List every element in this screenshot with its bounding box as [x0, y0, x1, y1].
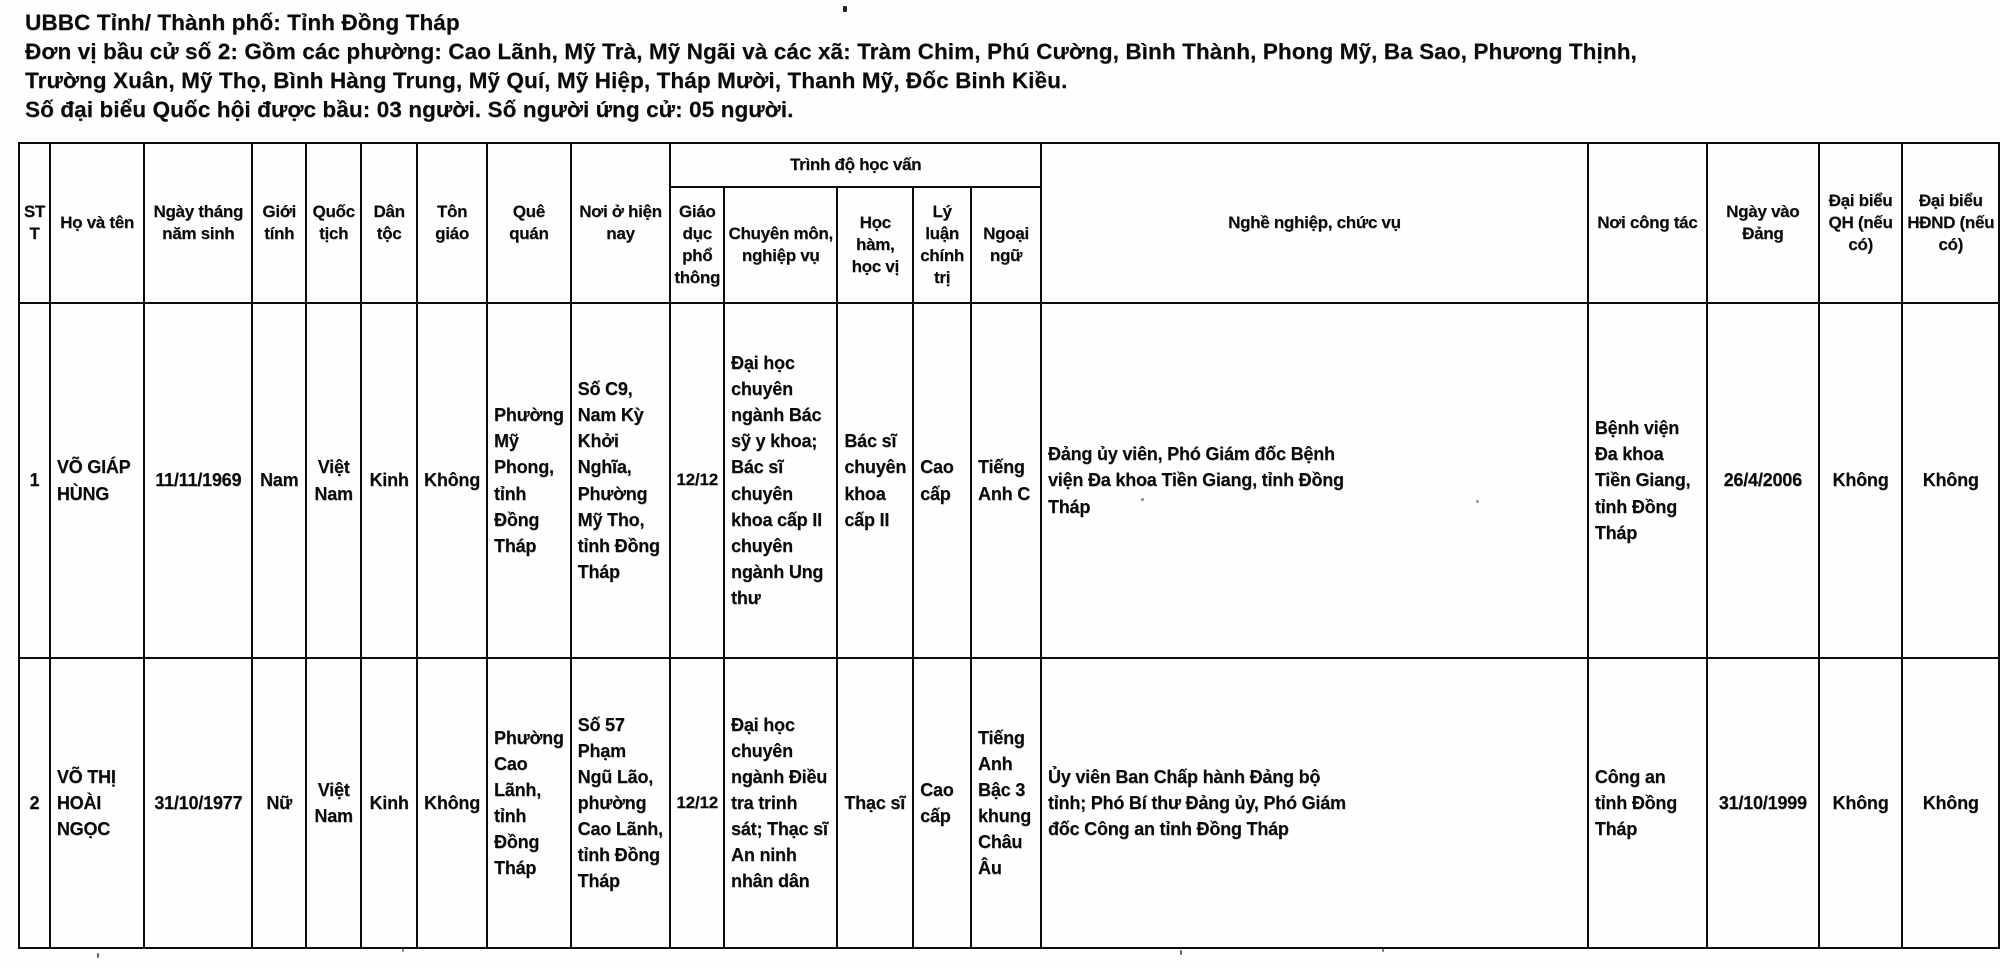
doc-header-ubbc-line: UBBC Tỉnh/ Thành phố: Tỉnh Đồng Tháp [25, 10, 460, 35]
col-header-ton-giao: Tôn giáo [417, 143, 487, 303]
cell-quoc-tich: Việt Nam [306, 303, 361, 658]
cell-ngoai-ngu: Tiếng Anh C [971, 303, 1041, 658]
doc-header-unit-line-continued: Trường Xuân, Mỹ Thọ, Bình Hàng Trung, Mỹ Quí, Mỹ Hiệp, Tháp Mười, Thanh Mỹ, Đốc Binh Kiều. [25, 68, 1068, 93]
cell-hoc-ham-hoc-vi: Bác sĩ chuyên khoa cấp II [837, 303, 913, 658]
cell-ngoai-ngu: Tiếng Anh Bậc 3 khung Châu Âu [971, 658, 1041, 948]
cell-quoc-tich: Việt Nam [306, 658, 361, 948]
col-header-chuyen-mon-nghiep-vu: Chuyên môn, nghiệp vụ [724, 187, 837, 303]
cell-noi-cong-tac-text: Bệnh viện Đa khoa Tiền Giang, tỉnh Đồng Tháp [1594, 418, 1691, 543]
col-header-ly-luan-chinh-tri: Lý luận chính trị [913, 187, 971, 303]
candidate-row-2 [19, 658, 1999, 948]
cell-ly-luan-chinh-tri: Cao cấp [913, 303, 971, 658]
cell-dan-toc: Kinh [361, 658, 417, 948]
scan-noise-dot [843, 6, 847, 12]
col-header-hoc-ham-hoc-vi: Học hàm, học vị [837, 187, 913, 303]
col-header-noi-cong-tac: Nơi công tác [1588, 143, 1707, 303]
col-header-dan-toc: Dân tộc [361, 143, 417, 303]
cell-dai-bieu-qh: Không [1819, 658, 1903, 948]
cell-chuyen-mon-nghiep-vu: Đại học chuyên ngành Điều tra trinh sát; Thạc sĩ An ninh nhân dân [724, 658, 837, 948]
col-header-nghe-nghiep-chuc-vu: Nghề nghiệp, chức vụ [1041, 143, 1588, 303]
cell-ngay-thang-nam-sinh: 31/10/1977 [144, 658, 252, 948]
scan-noise-dot [402, 948, 404, 952]
cell-hoc-ham-hoc-vi: Thạc sĩ [837, 658, 913, 948]
cell-gioi-tinh: Nam [252, 303, 306, 658]
col-header-ngay-vao-dang: Ngày vào Đảng [1707, 143, 1819, 303]
cell-stt: 1 [19, 303, 50, 658]
cell-noi-cong-tac [1588, 303, 1707, 658]
cell-dai-bieu-hdnd: Không [1902, 658, 1999, 948]
cell-que-quan: Phường Mỹ Phong, tỉnh Đồng Tháp [487, 303, 571, 658]
cell-dan-toc: Kinh [361, 303, 417, 658]
cell-nghe-nghiep-chuc-vu [1041, 658, 1588, 948]
col-header-dai-bieu-qh: Đại biểu QH (nếu có) [1819, 143, 1903, 303]
col-header-que-quan: Quê quán [487, 143, 571, 303]
doc-header-unit-line: Đơn vị bầu cử số 2: Gồm các phường: Cao Lãnh, Mỹ Trà, Mỹ Ngãi và các xã: Tràm Chim, Phú Cường, Bình Thành, Phong Mỹ, Ba Sao, Phương Thịnh, [25, 39, 1637, 64]
col-header-noi-o-hien-nay: Nơi ở hiện nay [571, 143, 671, 303]
cell-nghe-nghiep-chuc-vu-text: Ủy viên Ban Chấp hành Đảng bộ tỉnh; Phó Bí thư Đảng ủy, Phó Giám đốc Công an tỉnh Đồng Tháp [1047, 766, 1346, 840]
scan-noise-dot [1180, 950, 1182, 955]
cell-noi-cong-tac [1588, 658, 1707, 948]
cell-ngay-vao-dang: 31/10/1999 [1707, 658, 1819, 948]
cell-noi-cong-tac-text: Công an tỉnh Đồng Tháp [1594, 766, 1677, 840]
cell-ton-giao: Không [417, 303, 487, 658]
cell-que-quan: Phường Cao Lãnh, tỉnh Đồng Tháp [487, 658, 571, 948]
cell-chuyen-mon-nghiep-vu: Đại học chuyên ngành Bác sỹ y khoa; Bác sĩ chuyên khoa cấp II chuyên ngành Ung thư [724, 303, 837, 658]
col-header-ngay-thang-nam-sinh: Ngày tháng năm sinh [144, 143, 252, 303]
scan-noise-dot [1476, 500, 1479, 503]
cell-noi-o-hien-nay: Số C9, Nam Kỳ Khởi Nghĩa, Phường Mỹ Tho, tỉnh Đồng Tháp [571, 303, 671, 658]
cell-ton-giao: Không [417, 658, 487, 948]
doc-header [25, 8, 1637, 124]
cell-giao-duc-pho-thong: 12/12 [670, 303, 724, 658]
cell-gioi-tinh: Nữ [252, 658, 306, 948]
cell-nghe-nghiep-chuc-vu-text: Đảng ủy viên, Phó Giám đốc Bệnh viện Đa khoa Tiền Giang, tỉnh Đồng Tháp [1047, 444, 1344, 517]
cell-nghe-nghiep-chuc-vu [1041, 303, 1588, 658]
table-body [19, 303, 1999, 948]
col-header-stt: STT [19, 143, 50, 303]
cell-giao-duc-pho-thong: 12/12 [670, 658, 724, 948]
cell-ngay-thang-nam-sinh: 11/11/1969 [144, 303, 252, 658]
col-header-dai-bieu-hdnd: Đại biểu HĐND (nếu có) [1902, 143, 1999, 303]
col-header-ho-va-ten: Họ và tên [50, 143, 144, 303]
cell-ho-va-ten: VÕ GIÁP HÙNG [50, 303, 144, 658]
cell-dai-bieu-hdnd: Không [1902, 303, 1999, 658]
cell-ho-va-ten: VÕ THỊ HOÀI NGỌC [50, 658, 144, 948]
candidate-row-1 [19, 303, 1999, 658]
col-group-header-trinh-do-hoc-van: Trình độ học vấn [670, 143, 1041, 187]
cell-dai-bieu-qh: Không [1819, 303, 1903, 658]
col-header-gioi-tinh: Giới tính [252, 143, 306, 303]
candidates-table [18, 142, 2000, 949]
cell-stt: 2 [19, 658, 50, 948]
col-header-quoc-tich: Quốc tịch [306, 143, 361, 303]
table-head [19, 143, 1999, 303]
cell-ngay-vao-dang: 26/4/2006 [1707, 303, 1819, 658]
scan-noise-dot [97, 953, 99, 958]
col-header-ngoai-ngu: Ngoại ngữ [971, 187, 1041, 303]
cell-ly-luan-chinh-tri: Cao cấp [913, 658, 971, 948]
cell-noi-o-hien-nay: Số 57 Phạm Ngũ Lão, phường Cao Lãnh, tỉnh Đồng Tháp [571, 658, 671, 948]
scan-noise-dot [1141, 498, 1144, 501]
scan-noise-dot [1382, 948, 1384, 952]
doc-header-seats-line: Số đại biểu Quốc hội được bầu: 03 người. Số người ứng cử: 05 người. [25, 97, 794, 122]
col-header-giao-duc-pho-thong: Giáo dục phổ thông [670, 187, 724, 303]
